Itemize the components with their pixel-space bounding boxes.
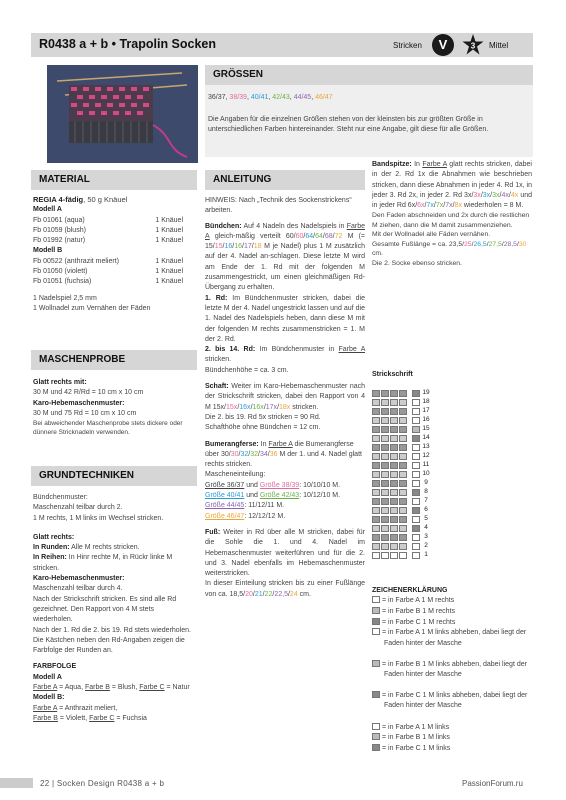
chart-cell: [399, 516, 407, 523]
row-color-swatch: [412, 453, 420, 460]
chart-cell: [372, 390, 380, 397]
chart-cell: [372, 426, 380, 433]
chart-cell: [390, 444, 398, 451]
model-a-label: Modell A: [33, 206, 62, 214]
gauge-heading: MASCHENPROBE: [31, 350, 197, 370]
chart-cell: [390, 525, 398, 532]
legend-item: = in Farbe B 1 M rechts: [372, 607, 532, 617]
chart-cell: [399, 480, 407, 487]
chart-cell: [381, 525, 389, 532]
chart-row-number: 11: [422, 461, 430, 468]
chart-cell: [381, 543, 389, 550]
chart-cell: [399, 408, 407, 415]
material-heading: MATERIAL: [31, 170, 197, 190]
row-color-swatch: [412, 435, 420, 442]
chart-cell: [390, 426, 398, 433]
sizes-box: [205, 65, 533, 157]
pattern-title: R0438 a + b • Trapolin Socken: [39, 37, 217, 51]
chart-row-number: 16: [422, 416, 430, 423]
techniques-heading: GRUNDTECHNIKEN: [31, 466, 197, 486]
chart-cell: [381, 480, 389, 487]
chart-cell: [372, 552, 380, 559]
chart-row-number: 2: [424, 542, 428, 549]
chart-cell: [390, 408, 398, 415]
difficulty-label: Stricken: [393, 41, 422, 50]
chart-cell: [399, 552, 407, 559]
list-item: Fb 01051 (fuchsia) 1 Knäuel: [33, 278, 183, 286]
sock-image: [47, 65, 198, 163]
size-item: 38/39: [229, 94, 247, 101]
chart-cell: [372, 471, 380, 478]
chart-cell: [381, 444, 389, 451]
legend-item: = in Farbe C 1 M links abheben, dabei liegt der Faden hinter der Masche: [372, 691, 532, 712]
chart-cell: [399, 462, 407, 469]
chart-cell: [399, 435, 407, 442]
row-color-swatch: [412, 534, 420, 541]
legend-swatch-icon: [372, 660, 380, 667]
instruction-heel-text: Bumerangferse: In Farbe A die Bumerangferse über 30/30/32/32/34/36 M der 1. und 4. Nadel glatt rechts stricken. Mascheneinteilung: Größe 36/37 und Größe 38/39: 10/10/10 M. Größe 40/41 und Größe 42/43: 10/12/10 M. Größe 44/45: 11/12/11 M. Größe 46/47: 12/12/12 M.: [205, 440, 362, 520]
row-color-swatch: [412, 444, 420, 451]
chart-row-number: 18: [422, 398, 430, 405]
row-color-swatch: [412, 489, 420, 496]
chart-row-number: 6: [424, 506, 428, 513]
chart-cell: [390, 552, 398, 559]
chart-cell: [390, 453, 398, 460]
chart-row-number: 15: [422, 425, 430, 432]
needle-v-icon: V: [432, 34, 454, 56]
chart-cell: [390, 462, 398, 469]
legend-item: = in Farbe B 1 M links: [372, 733, 532, 743]
chart-row-number: 5: [424, 515, 428, 522]
chart-cell: [372, 489, 380, 496]
chart-cell: [372, 408, 380, 415]
chart-cell: [381, 462, 389, 469]
header-bar: [31, 33, 533, 57]
instructions-hint: HINWEIS: Nach „Technik des Sockenstrickens“ arbeiten.: [205, 197, 352, 215]
chart-row-number: 19: [422, 389, 430, 396]
chart-cell: [399, 426, 407, 433]
footer-bar: [0, 778, 33, 788]
legend-swatch-icon: [372, 744, 380, 751]
chart-row-number: 14: [422, 434, 430, 441]
chart-cell: [381, 408, 389, 415]
chart-cell: [381, 534, 389, 541]
chart-cell: [381, 552, 389, 559]
chart-row-number: 10: [422, 470, 430, 477]
sizes-description: Die Angaben für die einzelnen Größen stehen von der kleinsten bis zur größten Größe in unterschiedlichen Farben hintereinander. Steht nur eine Angabe, gilt diese für alle Größen.: [208, 116, 489, 134]
chart-cell: [399, 471, 407, 478]
legend-item: = in Farbe A 1 M rechts: [372, 596, 532, 606]
list-item: Fb 01050 (violett) 1 Knäuel: [33, 268, 183, 276]
size-item: 46/47: [315, 94, 333, 101]
row-color-swatch: [412, 480, 420, 487]
instruction-toe-text: Bandspitze: In Farbe A glatt rechts stricken, dabei in der 2. Rd 1x die Abnahmen wie beschrieben stricken, dann diese Abnahmen in jeder 4. Rd 1x, in jeder 3. Rd 2x, in jeder 2. Rd 3x/3x/3x/3x/4x/4x und in jeder Rd 6x/6x/7x/7x/7x/8x wiederholen = 8 M.: [372, 161, 533, 210]
chart-cell: [372, 543, 380, 550]
row-color-swatch: [412, 408, 420, 415]
techniques-section: Bündchenmuster: Maschenzahl teilbar durch 2. 1 M rechts, 1 M links im Wechsel stricken. Glatt rechts: In Runden: Alle M rechts stricken. In Reihen: In Hinr rechte M, in Rückr linke M stricken. Karo-Hebemaschenmuster: Maschenzahl teilbar durch 4. Nach der Strickschrift stricken. Es sind alle Rd gezeichnet. Den Rapport von 4 M stets wiederholen. Nach der 1. Rd die 2. bis 19. Rd stets wiederholen. Die Kästchen neben den Rd-Angaben zeigen die Farbfolge der Runden an. FARBFOLGE Modell A Farbe A = Aqua, Farbe B = Blush, Farbe C = Natur Modell B: Farbe A = Anthrazit meliert, Farbe B = Violett, Farbe C = Fuchsia: [33, 494, 191, 722]
legend-item: = in Farbe C 1 M links: [372, 744, 532, 754]
chart-cell: [399, 525, 407, 532]
size-item: 42/43: [272, 94, 290, 101]
chart-cell: [399, 489, 407, 496]
chart-row-number: 1: [424, 551, 428, 558]
row-color-swatch: [412, 417, 420, 424]
chart-cell: [381, 489, 389, 496]
chart-cell: [381, 417, 389, 424]
legend-swatch-icon: [372, 607, 380, 614]
chart-cell: [381, 399, 389, 406]
chart-cell: [372, 435, 380, 442]
legend-swatch-icon: [372, 723, 380, 730]
instructions-section: [205, 196, 365, 600]
chart-cell: [381, 507, 389, 514]
chart-cell: [381, 471, 389, 478]
chart-cell: [381, 426, 389, 433]
list-item: Fb 00522 (anthrazit meliert) 1 Knäuel: [33, 257, 183, 265]
row-color-swatch: [412, 462, 420, 469]
level-number: 3: [470, 41, 476, 51]
row-color-swatch: [412, 498, 420, 505]
row-color-swatch: [412, 390, 420, 397]
row-color-swatch: [412, 525, 420, 532]
row-color-swatch: [412, 507, 420, 514]
chart-cell: [390, 390, 398, 397]
chart-cell: [372, 462, 380, 469]
chart-row-number: 8: [424, 488, 428, 495]
size-item: 44/45: [293, 94, 312, 101]
row-color-swatch: [412, 471, 420, 478]
chart-cell: [399, 444, 407, 451]
chart-cell: [390, 417, 398, 424]
sizes-list: 36/37, 38/39, 40/41, 42/43, 44/45, 46/47: [208, 94, 333, 101]
sock-photo: [47, 65, 198, 163]
chart-row-number: 17: [422, 407, 430, 414]
watermark: PassionForum.ru: [462, 779, 523, 788]
chart-row-number: 7: [424, 497, 428, 504]
chart-row-number: 4: [424, 524, 428, 531]
chart-cell: [372, 417, 380, 424]
chart-cell: [372, 525, 380, 532]
chart-cell: [390, 435, 398, 442]
chart-cell: [390, 471, 398, 478]
chart-cell: [381, 498, 389, 505]
chart-cell: [372, 453, 380, 460]
chart-cell: [399, 543, 407, 550]
chart-cell: [399, 390, 407, 397]
row-color-swatch: [412, 399, 420, 406]
legend-swatch-icon: [372, 691, 380, 698]
chart-cell: [381, 390, 389, 397]
legend-swatch-icon: [372, 596, 380, 603]
row-color-swatch: [412, 552, 420, 559]
list-item: Fb 01061 (aqua) 1 Knäuel: [33, 216, 183, 224]
page-footer: 22 | Socken Design R0438 a + b: [40, 779, 165, 788]
legend-title: ZEICHENERKLÄRUNG: [372, 587, 448, 594]
chart-cell: [381, 516, 389, 523]
level-label: Mittel: [489, 41, 509, 50]
chart-cell: [372, 444, 380, 451]
yarn-name: REGIA 4-fädig: [33, 195, 84, 204]
gauge-section: Glatt rechts mit: 30 M und 42 R/Rd = 10 cm x 10 cm Karo-Hebemaschenmuster: 30 M und 75 Rd = 10 cm x 10 cm Bei abweichender Maschenprobe stets dickere oder dünnere Stricknadeln verwenden.: [33, 379, 183, 437]
chart-cell: [372, 480, 380, 487]
chart-cell: [390, 489, 398, 496]
wool-needle-line: 1 Wollnadel zum Vernähen der Fäden: [33, 304, 151, 312]
list-item: Fb 01059 (blush) 1 Knäuel: [33, 226, 183, 234]
chart-cell: [390, 480, 398, 487]
instruction-cuff-text: Bündchen: Auf 4 Nadeln des Nadelspiels in Farbe A gleich-mäßig verteilt 60/60/64/64/68/72 M (= 15/15/16/16/17/18 M je Nadel) plus 1 M zusätzlich auf der 4. Nadel an-schlagen. Diese letzte M wird am Ende der 1. Rd mit der folgenden M zusammengestrickt, um einen gleichmäßigen Rd-Übergang zu erhalten. 1. Rd: Im Bündchenmuster stricken, dabei die letzte M der 4. Nadel ungestrickt lassen und auf die 1. Nadel des Nadelspiels heben, dann diese M mit der folgenden M rechts zusammenstricken = 1. M der 2. Rd. 2. bis 14. Rd: Im Bündchenmuster in Farbe A stricken. Bündchenhöhe = ca. 3 cm.: [205, 222, 366, 374]
sizes-heading: GRÖSSEN: [205, 65, 533, 85]
chart-cell: [390, 399, 398, 406]
chart-cell: [399, 417, 407, 424]
chart-cell: [390, 507, 398, 514]
chart-row-number: 13: [422, 443, 430, 450]
chart-cell: [381, 435, 389, 442]
level-star-icon: [461, 33, 485, 57]
chart-cell: [390, 543, 398, 550]
chart-cell: [390, 498, 398, 505]
chart-cell: [381, 453, 389, 460]
legend-swatch-icon: [372, 628, 380, 635]
instructions-heading: ANLEITUNG: [205, 170, 365, 190]
legend-item: = in Farbe C 1 M rechts: [372, 618, 532, 628]
legend-item: = in Farbe B 1 M links abheben, dabei liegt der Faden hinter der Masche: [372, 660, 532, 681]
model-b-label: Modell B: [33, 247, 63, 255]
chart-cell: [390, 534, 398, 541]
chart-cell: [372, 399, 380, 406]
chart-row-number: 12: [422, 452, 430, 459]
row-color-swatch: [412, 426, 420, 433]
instruction-foot-text: Fuß: Weiter in Rd über alle M stricken, dabei für die Sohle die 1. und 4. Nadel im Hebemaschenmuster weiterführen und für die 2. und 3. Nadel ebenfalls im Hebemaschenmuster weiterstricken. In dieser Einteilung stricken bis zu einer Fußlänge von ca. 18,5/20/21/22/22,5/24 cm.: [205, 528, 365, 598]
legend-swatch-icon: [372, 733, 380, 740]
chart-cell: [372, 534, 380, 541]
legend-item: = in Farbe A 1 M links: [372, 723, 532, 733]
needles-line: 1 Nadelspiel 2,5 mm: [33, 294, 97, 302]
chart-cell: [399, 453, 407, 460]
list-item: Fb 01992 (natur) 1 Knäuel: [33, 237, 183, 245]
material-section: [33, 195, 183, 314]
chart-cell: [372, 498, 380, 505]
chart-cell: [399, 507, 407, 514]
chart-cell: [399, 498, 407, 505]
chart-cell: [372, 507, 380, 514]
legend-swatch-icon: [372, 618, 380, 625]
size-item: 36/37: [208, 94, 226, 101]
row-color-swatch: [412, 516, 420, 523]
legend-item: = in Farbe A 1 M links abheben, dabei liegt der Faden hinter der Masche: [372, 628, 532, 649]
size-item: 40/41: [250, 94, 269, 101]
chart-cell: [390, 516, 398, 523]
chart-cell: [399, 534, 407, 541]
instruction-shaft-text: Schaft: Weiter im Karo-Hebemaschenmuster nach der Strickschrift stricken, dabei den Rapport von 4 M 15x/15x/16x/16x/17x/18x stricken. Die 2. bis 19. Rd 5x stricken = 90 Rd. Schafthöhe ohne Bündchen = 12 cm.: [205, 383, 365, 432]
chart-cell: [399, 399, 407, 406]
yarn-spec: , 50 g Knäuel: [83, 195, 128, 204]
row-color-swatch: [412, 543, 420, 550]
chart-cell: [372, 516, 380, 523]
chart-row-number: 3: [424, 533, 428, 540]
toe-section: Bandspitze: In Farbe A glatt rechts stricken, dabei in der 2. Rd 1x die Abnahmen wie beschrieben stricken, dann diese Abnahmen in jeder 4. Rd 1x, in jeder 3. Rd 2x, in jeder 2. Rd 3x/3x/3x/3x/4x/4x und in jeder Rd 6x/6x/7x/7x/7x/8x wiederholen = 8 M. Den Faden abschneiden und 2x durch die restlichen M ziehen, dann die M damit zusammenziehen. Mit der Wollnadel alle Fäden vernähen. Gesamte Fußlänge = ca. 23,5/25/26,5/27,5/28,5/30 cm. Die 2. Socke ebenso stricken.: [372, 161, 533, 267]
chart-title: Strickschrift: [372, 371, 413, 378]
chart-row-number: 9: [424, 479, 428, 486]
